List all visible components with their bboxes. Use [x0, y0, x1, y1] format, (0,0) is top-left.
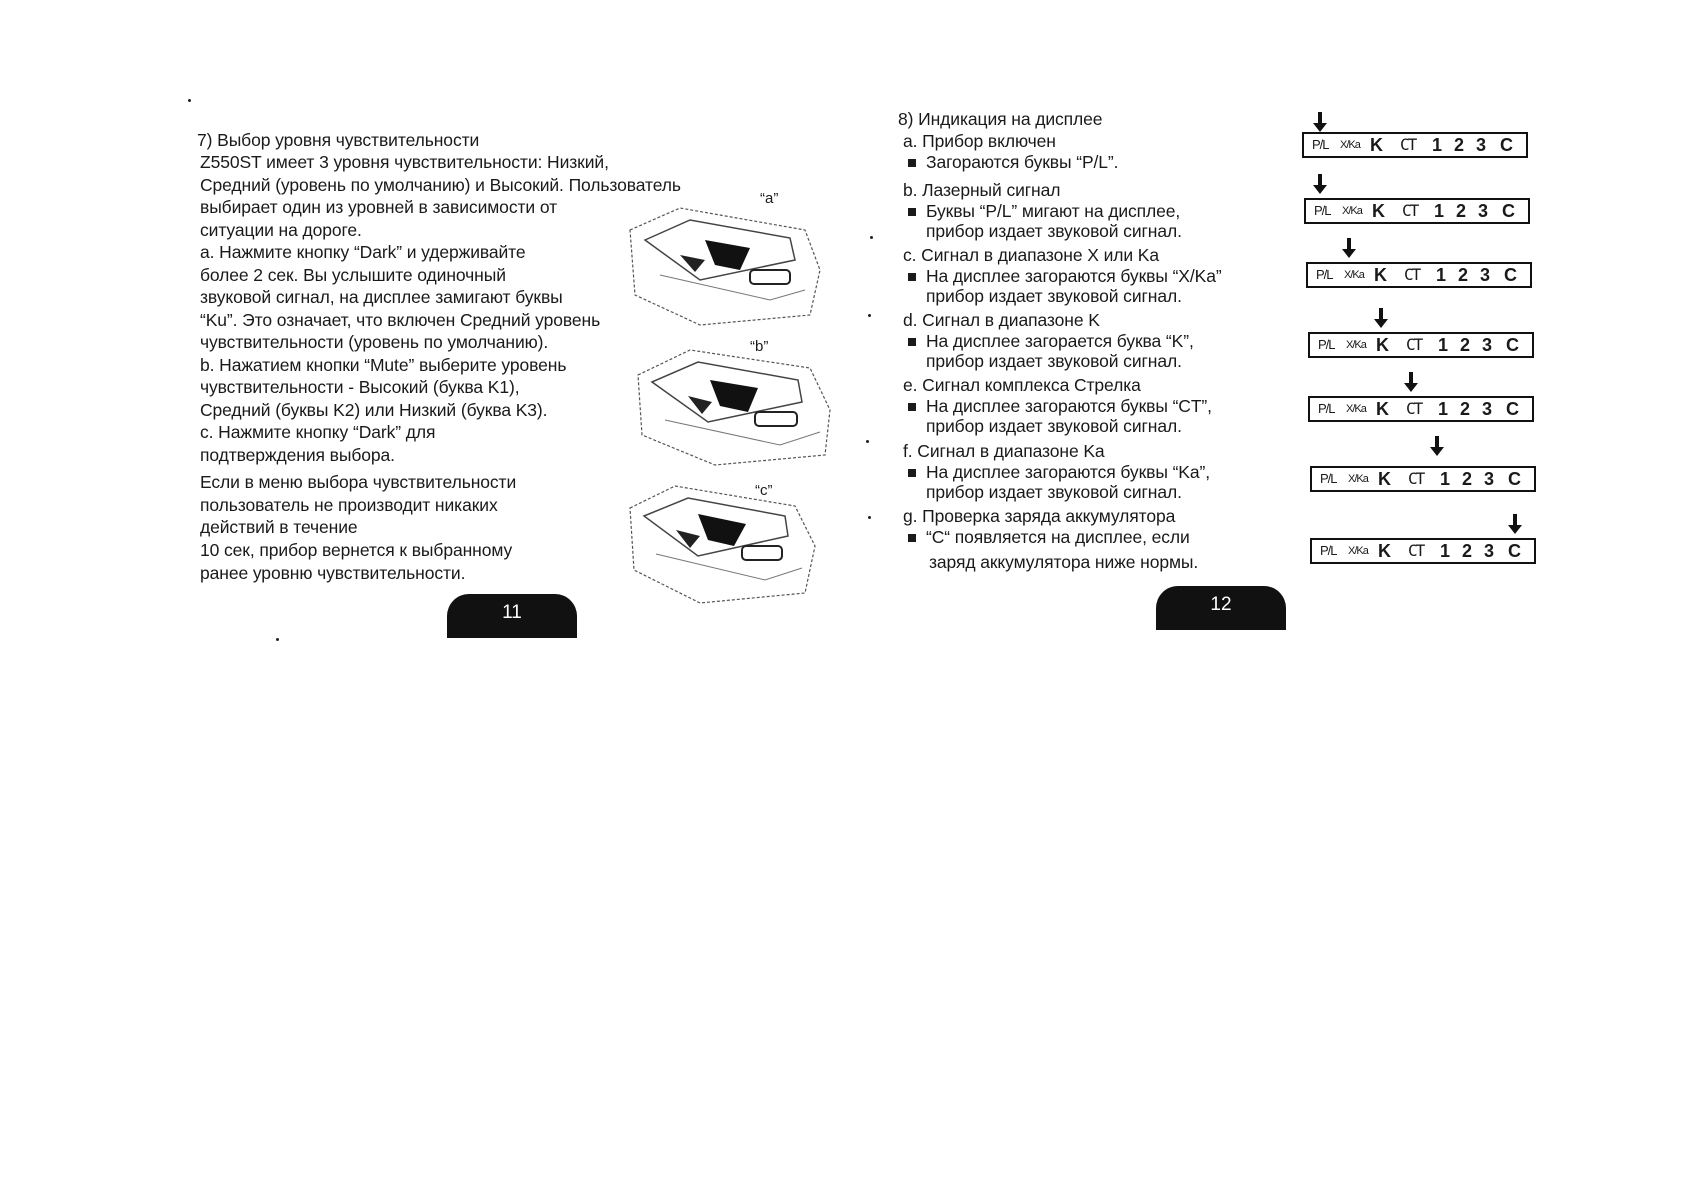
item-heading: a. Прибор включен	[903, 131, 1056, 151]
item-heading: f. Сигнал в диапазоне Ka	[903, 441, 1105, 461]
device-label-b: “b”	[750, 338, 769, 355]
text-line: заряд аккумулятора ниже нормы.	[929, 552, 1199, 572]
radar-detector-illustration-c	[620, 478, 820, 608]
text-line: “Ku”. Это означает, что включен Средний уровень	[200, 310, 601, 330]
text-line: Средний (буквы K2) или Низкий (буква K3).	[200, 400, 548, 420]
segment-pl: P/L	[1314, 203, 1331, 218]
segment-1: 1	[1440, 541, 1451, 561]
segment-xka: X/Ka	[1348, 545, 1368, 557]
bullet-line	[908, 266, 1222, 287]
bullet-icon	[908, 159, 916, 167]
down-arrow-icon	[1313, 112, 1327, 132]
display-strip-ka	[1310, 466, 1536, 492]
text-line: более 2 сек. Вы услышите одиночный	[200, 265, 506, 285]
segment-1: 1	[1438, 335, 1449, 355]
segment-pl: P/L	[1320, 471, 1337, 486]
text-line: чувствительности (уровень по умолчанию).	[200, 332, 549, 352]
bullet-line	[908, 331, 1194, 352]
segment-k: K	[1378, 469, 1391, 489]
bullet-icon	[908, 534, 916, 542]
segment-ct: CT	[1408, 541, 1424, 560]
text-line: 10 сек, прибор вернется к выбранному	[200, 540, 513, 560]
text-line: Z550ST имеет 3 уровня чувствительности: Низкий,	[200, 152, 609, 172]
item-heading: e. Сигнал комплекса Стрелка	[903, 375, 1141, 395]
scan-speck	[868, 516, 871, 519]
text-line: прибор издает звуковой сигнал.	[926, 351, 1182, 371]
segment-c: C	[1504, 265, 1517, 285]
segment-ct: CT	[1408, 469, 1424, 488]
segment-3: 3	[1480, 265, 1491, 285]
segment-3: 3	[1478, 201, 1489, 221]
segment-pl: P/L	[1318, 401, 1335, 416]
text-line: подтверждения выбора.	[200, 445, 395, 465]
text-line: пользователь не производит никаких	[200, 495, 498, 515]
page-number-right: 12	[1156, 586, 1286, 630]
bullet-icon	[908, 273, 916, 281]
segment-k: K	[1376, 399, 1389, 419]
segment-c: C	[1506, 399, 1519, 419]
segment-3: 3	[1484, 469, 1495, 489]
bullet-text: На дисплее загорается буква “K”,	[926, 331, 1194, 351]
segment-xka: X/Ka	[1340, 139, 1360, 151]
item-heading: b. Лазерный сигнал	[903, 180, 1061, 200]
segment-2: 2	[1460, 335, 1471, 355]
page-number-left: 11	[447, 594, 577, 638]
segment-c: C	[1508, 469, 1521, 489]
text-line: Если в меню выбора чувствительности	[200, 472, 517, 492]
radar-detector-illustration-b	[630, 340, 840, 470]
bullet-line	[908, 201, 1180, 222]
item-heading: g. Проверка заряда аккумулятора	[903, 506, 1176, 526]
segment-pl: P/L	[1312, 137, 1329, 152]
segment-1: 1	[1438, 399, 1449, 419]
text-line: выбирает один из уровней в зависимости от	[200, 197, 557, 217]
device-label-a: “a”	[760, 190, 779, 207]
segment-xka: X/Ka	[1346, 403, 1366, 415]
segment-2: 2	[1462, 469, 1473, 489]
segment-1: 1	[1432, 135, 1443, 155]
segment-3: 3	[1484, 541, 1495, 561]
text-line: c. Нажмите кнопку “Dark” для	[200, 422, 436, 442]
bullet-icon	[908, 469, 916, 477]
segment-ct: CT	[1402, 201, 1418, 220]
radar-detector-illustration-a	[620, 200, 830, 330]
bullet-line	[908, 152, 1118, 173]
down-arrow-icon	[1374, 308, 1388, 328]
bullet-text: На дисплее загораются буквы “X/Ka”	[926, 266, 1222, 286]
segment-pl: P/L	[1318, 337, 1335, 352]
segment-1: 1	[1436, 265, 1447, 285]
text-line: a. Нажмите кнопку “Dark” и удерживайте	[200, 242, 526, 262]
display-strip-power-on	[1302, 132, 1528, 158]
segment-k: K	[1378, 541, 1391, 561]
segment-k: K	[1370, 135, 1383, 155]
segment-k: K	[1376, 335, 1389, 355]
bullet-icon	[908, 338, 916, 346]
text-line: чувствительности - Высокий (буква K1),	[200, 377, 520, 397]
segment-pl: P/L	[1320, 543, 1337, 558]
segment-2: 2	[1454, 135, 1465, 155]
scan-speck	[276, 638, 279, 641]
section-heading: 8) Индикация на дисплее	[898, 109, 1103, 129]
segment-k: K	[1372, 201, 1385, 221]
text-line: прибор издает звуковой сигнал.	[926, 482, 1182, 502]
down-arrow-icon	[1313, 174, 1327, 194]
scan-speck	[188, 99, 191, 102]
bullet-line	[908, 396, 1212, 417]
segment-pl: P/L	[1316, 267, 1333, 282]
segment-2: 2	[1458, 265, 1469, 285]
segment-k: K	[1374, 265, 1387, 285]
text-line: Средний (уровень по умолчанию) и Высокий. Пользователь	[200, 175, 681, 195]
segment-c: C	[1500, 135, 1513, 155]
bullet-line	[908, 462, 1210, 483]
display-strip-k	[1308, 332, 1534, 358]
segment-xka: X/Ka	[1348, 473, 1368, 485]
segment-1: 1	[1434, 201, 1445, 221]
segment-3: 3	[1482, 335, 1493, 355]
scan-speck	[868, 314, 871, 317]
text-line: b. Нажатием кнопки “Mute” выберите уровень	[200, 355, 567, 375]
bullet-text: На дисплее загораются буквы “Ka”,	[926, 462, 1210, 482]
segment-2: 2	[1462, 541, 1473, 561]
segment-c: C	[1508, 541, 1521, 561]
segment-ct: CT	[1406, 399, 1422, 418]
text-line: прибор издает звуковой сигнал.	[926, 286, 1182, 306]
segment-1: 1	[1440, 469, 1451, 489]
segment-ct: CT	[1406, 335, 1422, 354]
section-heading: 7) Выбор уровня чувствительности	[197, 130, 480, 150]
bullet-line	[908, 527, 1190, 548]
scan-speck	[870, 236, 873, 239]
down-arrow-icon	[1404, 372, 1418, 392]
segment-ct: CT	[1404, 265, 1420, 284]
bullet-text: “C“ появляется на дисплее, если	[926, 527, 1190, 547]
text-line: ситуации на дороге.	[200, 220, 362, 240]
text-line: прибор издает звуковой сигнал.	[926, 221, 1182, 241]
text-line: звуковой сигнал, на дисплее замигают буквы	[200, 287, 563, 307]
display-strip-battery	[1310, 538, 1536, 564]
bullet-icon	[908, 403, 916, 411]
text-line: ранее уровню чувствительности.	[200, 563, 466, 583]
segment-3: 3	[1482, 399, 1493, 419]
segment-xka: X/Ka	[1342, 205, 1362, 217]
segment-c: C	[1506, 335, 1519, 355]
item-heading: c. Сигнал в диапазоне X или Ka	[903, 245, 1160, 265]
bullet-text: Загораются буквы “P/L”.	[926, 152, 1119, 172]
down-arrow-icon	[1508, 514, 1522, 534]
bullet-text: На дисплее загораются буквы “CT”,	[926, 396, 1212, 416]
text-line: действий в течение	[200, 517, 358, 537]
device-label-c: “c”	[755, 482, 773, 499]
segment-2: 2	[1460, 399, 1471, 419]
item-heading: d. Сигнал в диапазоне K	[903, 310, 1100, 330]
scan-speck	[866, 440, 869, 443]
segment-2: 2	[1456, 201, 1467, 221]
display-strip-ct	[1308, 396, 1534, 422]
segment-c: C	[1502, 201, 1515, 221]
display-strip-x-ka	[1306, 262, 1532, 288]
bullet-text: Буквы “P/L” мигают на дисплее,	[926, 201, 1181, 221]
text-line: прибор издает звуковой сигнал.	[926, 416, 1182, 436]
segment-xka: X/Ka	[1346, 339, 1366, 351]
segment-xka: X/Ka	[1344, 269, 1364, 281]
segment-3: 3	[1476, 135, 1487, 155]
down-arrow-icon	[1430, 436, 1444, 456]
display-strip-laser	[1304, 198, 1530, 224]
bullet-icon	[908, 208, 916, 216]
segment-ct: CT	[1400, 135, 1416, 154]
down-arrow-icon	[1342, 238, 1356, 258]
